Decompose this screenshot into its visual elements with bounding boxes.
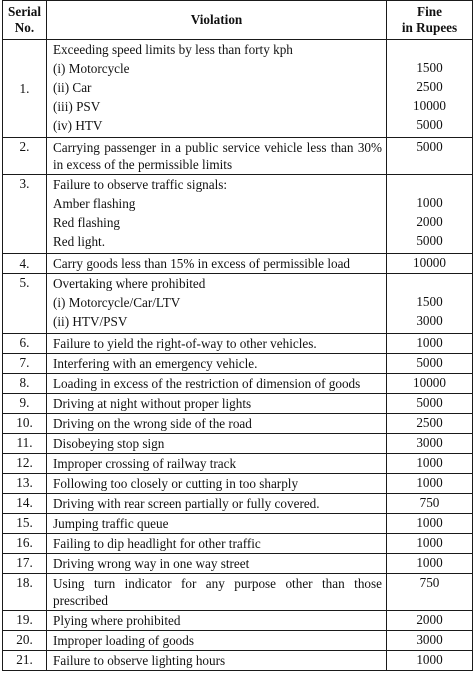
table-row bbox=[3, 494, 473, 514]
violation-text: Loading in excess of the restriction of dimension of goods bbox=[53, 376, 361, 391]
violation-text: Red flashing bbox=[53, 215, 121, 230]
fine-cell bbox=[387, 374, 473, 394]
fine-amount: 1000 bbox=[416, 652, 443, 667]
serial-number: 5. bbox=[3, 274, 47, 334]
serial-number: 8. bbox=[3, 374, 47, 394]
traffic-fines-table bbox=[2, 0, 473, 671]
fine-amount: 5000 bbox=[416, 139, 443, 154]
violation-cell bbox=[47, 374, 387, 394]
fine-amount: 10000 bbox=[413, 98, 446, 113]
serial-number: 13. bbox=[3, 474, 47, 494]
violation-cell bbox=[47, 254, 387, 274]
fine-cell bbox=[387, 534, 473, 554]
violation-cell bbox=[47, 138, 387, 175]
serial-number: 18. bbox=[3, 574, 47, 611]
violation-text: (iii) PSV bbox=[53, 99, 101, 114]
table-row bbox=[3, 374, 473, 394]
violation-cell bbox=[47, 334, 387, 354]
fine-amount: 2500 bbox=[416, 79, 443, 94]
violation-cell bbox=[47, 414, 387, 434]
violation-text: Interfering with an emergency vehicle. bbox=[53, 356, 258, 371]
fine-cell bbox=[387, 175, 473, 254]
header-serial: Serial No. bbox=[3, 1, 47, 40]
fine-amount: 2500 bbox=[416, 415, 443, 430]
violation-text: (ii) Car bbox=[53, 80, 92, 95]
table-row bbox=[3, 434, 473, 454]
violation-cell bbox=[47, 494, 387, 514]
violation-text: (i) Motorcycle/Car/LTV bbox=[53, 295, 181, 310]
table-row bbox=[3, 574, 473, 611]
serial-number: 16. bbox=[3, 534, 47, 554]
violation-text: Failure to observe lighting hours bbox=[53, 653, 226, 668]
header-violation: Violation bbox=[47, 1, 387, 40]
fine-amount: 5000 bbox=[416, 233, 443, 248]
serial-number: 15. bbox=[3, 514, 47, 534]
serial-number: 4. bbox=[3, 254, 47, 274]
table-row bbox=[3, 514, 473, 534]
serial-number: 11. bbox=[3, 434, 47, 454]
fine-amount: 1000 bbox=[416, 515, 443, 530]
fine-cell bbox=[387, 651, 473, 671]
violation-cell bbox=[47, 631, 387, 651]
fine-cell bbox=[387, 554, 473, 574]
table-row bbox=[3, 534, 473, 554]
violation-cell bbox=[47, 611, 387, 631]
violation-text: Driving on the wrong side of the road bbox=[53, 416, 252, 431]
violation-text: Failure to observe traffic signals: bbox=[53, 177, 228, 192]
fine-cell bbox=[387, 414, 473, 434]
serial-number: 3. bbox=[3, 175, 47, 254]
table-row bbox=[3, 254, 473, 274]
fine-amount: 3000 bbox=[416, 313, 443, 328]
fine-amount: 1000 bbox=[416, 555, 443, 570]
serial-number: 1. bbox=[3, 40, 47, 138]
serial-number: 12. bbox=[3, 454, 47, 474]
fine-cell bbox=[387, 434, 473, 454]
fine-amount: 2000 bbox=[416, 214, 443, 229]
table-row bbox=[3, 274, 473, 334]
violation-cell bbox=[47, 554, 387, 574]
fine-cell bbox=[387, 334, 473, 354]
table-row bbox=[3, 40, 473, 138]
table-row bbox=[3, 138, 473, 175]
fine-cell bbox=[387, 454, 473, 474]
fine-amount: 2000 bbox=[416, 612, 443, 627]
violation-cell bbox=[47, 574, 387, 611]
violation-text: Using turn indicator for any purpose other than those prescribed bbox=[53, 576, 382, 608]
fine-cell bbox=[387, 574, 473, 611]
serial-number: 14. bbox=[3, 494, 47, 514]
fine-amount: 5000 bbox=[416, 117, 443, 132]
fine-cell bbox=[387, 494, 473, 514]
violation-cell bbox=[47, 394, 387, 414]
violation-cell bbox=[47, 514, 387, 534]
serial-number: 2. bbox=[3, 138, 47, 175]
table-row bbox=[3, 334, 473, 354]
violation-cell bbox=[47, 534, 387, 554]
table-row bbox=[3, 651, 473, 671]
fine-amount: 1000 bbox=[416, 475, 443, 490]
fine-cell bbox=[387, 611, 473, 631]
serial-number: 19. bbox=[3, 611, 47, 631]
fine-cell bbox=[387, 631, 473, 651]
violation-text: (ii) HTV/PSV bbox=[53, 314, 128, 329]
violation-text: Carry goods less than 15% in excess of permissible load bbox=[53, 256, 351, 271]
fines-document bbox=[2, 0, 472, 693]
header-fine: Fine in Rupees bbox=[387, 1, 473, 40]
violation-cell bbox=[47, 274, 387, 334]
violation-text: Following too closely or cutting in too sharply bbox=[53, 476, 299, 491]
serial-number: 7. bbox=[3, 354, 47, 374]
table-row bbox=[3, 454, 473, 474]
violation-text: Overtaking where prohibited bbox=[53, 276, 206, 291]
fine-amount: 10000 bbox=[413, 255, 446, 270]
violation-text: Exceeding speed limits by less than forty kph bbox=[53, 42, 293, 57]
fine-amount: 1000 bbox=[416, 195, 443, 210]
violation-text: Jumping traffic queue bbox=[53, 516, 169, 531]
violation-cell bbox=[47, 40, 387, 138]
violation-text: Plying where prohibited bbox=[53, 613, 181, 628]
fine-amount: 750 bbox=[419, 575, 440, 590]
table-row bbox=[3, 394, 473, 414]
violation-text: Failing to dip headlight for other traffic bbox=[53, 536, 261, 551]
fine-cell bbox=[387, 354, 473, 374]
violation-cell bbox=[47, 434, 387, 454]
serial-number: 17. bbox=[3, 554, 47, 574]
fine-amount: 1000 bbox=[416, 535, 443, 550]
table-row bbox=[3, 631, 473, 651]
fine-cell bbox=[387, 514, 473, 534]
table-row bbox=[3, 554, 473, 574]
violation-text: Driving wrong way in one way street bbox=[53, 556, 250, 571]
fine-cell bbox=[387, 254, 473, 274]
fine-cell bbox=[387, 394, 473, 414]
fine-amount: 3000 bbox=[416, 435, 443, 450]
violation-cell bbox=[47, 175, 387, 254]
table-header-row bbox=[3, 1, 473, 40]
fine-amount: 1500 bbox=[416, 60, 443, 75]
violation-text: Driving with rear screen partially or fully covered. bbox=[53, 496, 320, 511]
violation-text: Improper crossing of railway track bbox=[53, 456, 237, 471]
fine-cell bbox=[387, 474, 473, 494]
violation-text: Improper loading of goods bbox=[53, 633, 195, 648]
violation-text: Red light. bbox=[53, 234, 106, 249]
fine-amount bbox=[387, 40, 472, 59]
violation-cell bbox=[47, 454, 387, 474]
fine-amount bbox=[387, 175, 472, 194]
fine-cell bbox=[387, 274, 473, 334]
fine-amount: 1500 bbox=[416, 294, 443, 309]
violation-text: Disobeying stop sign bbox=[53, 436, 165, 451]
table-row bbox=[3, 354, 473, 374]
violation-cell bbox=[47, 651, 387, 671]
fine-amount: 5000 bbox=[416, 395, 443, 410]
fine-cell bbox=[387, 138, 473, 175]
fine-amount: 750 bbox=[419, 495, 440, 510]
table-row bbox=[3, 474, 473, 494]
fine-cell bbox=[387, 40, 473, 138]
table-body bbox=[3, 40, 473, 671]
violation-text: Driving at night without proper lights bbox=[53, 396, 252, 411]
serial-number: 9. bbox=[3, 394, 47, 414]
fine-amount bbox=[387, 274, 472, 293]
violation-text: (iv) HTV bbox=[53, 118, 103, 133]
serial-number: 10. bbox=[3, 414, 47, 434]
violation-text: Failure to yield the right-of-way to other vehicles. bbox=[53, 336, 317, 351]
fine-amount: 1000 bbox=[416, 335, 443, 350]
violation-cell bbox=[47, 354, 387, 374]
table-row bbox=[3, 414, 473, 434]
violation-text: (i) Motorcycle bbox=[53, 61, 130, 76]
serial-number: 20. bbox=[3, 631, 47, 651]
serial-number: 6. bbox=[3, 334, 47, 354]
violation-text: Amber flashing bbox=[53, 196, 136, 211]
violation-text: Carrying passenger in a public service vehicle less than 30% in excess of the permissible limits bbox=[53, 140, 382, 172]
fine-amount: 1000 bbox=[416, 455, 443, 470]
fine-amount: 3000 bbox=[416, 632, 443, 647]
violation-cell bbox=[47, 474, 387, 494]
table-row bbox=[3, 611, 473, 631]
serial-number: 21. bbox=[3, 651, 47, 671]
table-row bbox=[3, 175, 473, 254]
fine-amount: 10000 bbox=[413, 375, 446, 390]
fine-amount: 5000 bbox=[416, 355, 443, 370]
